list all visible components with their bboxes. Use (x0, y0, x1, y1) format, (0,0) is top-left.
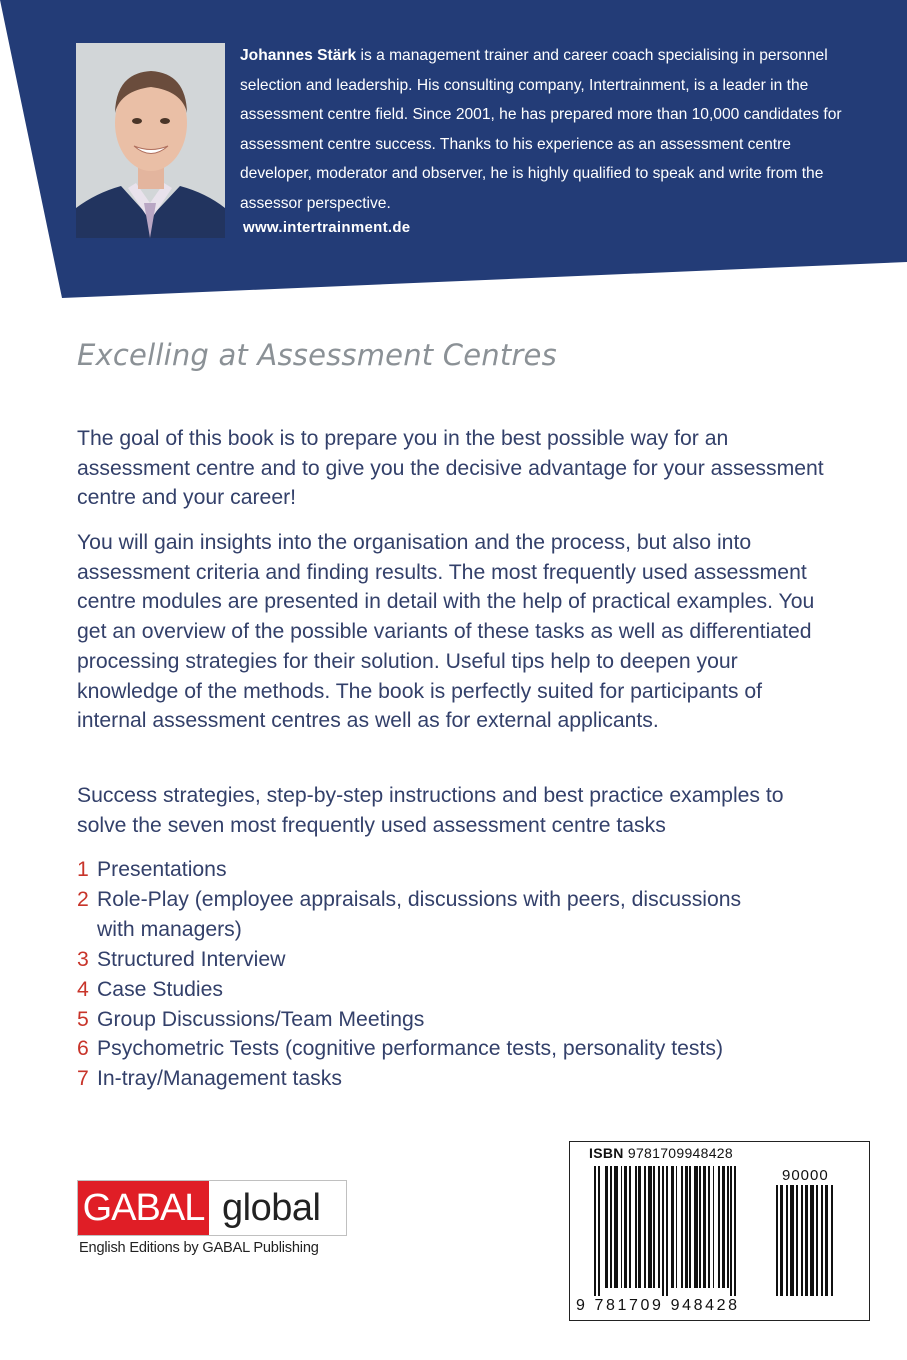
list-item-number: 7 (77, 1067, 89, 1091)
intro-paragraph-3: Success strategies, step-by-step instructions and best practice examples to solve the seven most frequently used assessment centre tasks (77, 784, 784, 837)
author-bio (240, 41, 860, 219)
logo-frame (77, 1180, 347, 1236)
list-item-number: 4 (77, 977, 89, 1001)
author-name: Johannes Stärk (240, 47, 357, 64)
barcode-bars (594, 1166, 764, 1296)
list-item-text: Structured Interview (97, 947, 286, 971)
list-item-text: In-tray/Management tasks (97, 1067, 342, 1091)
list-item-text: Role-Play (employee appraisals, discussions with peers, discussions with managers) (97, 887, 742, 941)
barcode-addon-bars (776, 1185, 856, 1296)
author-bio-text: is a management trainer and career coach specialising in personnel selection and leadership. His consulting company, Intertrainment, is a leader in the assessment centre field. Since 2001, he has prepared more than 10,000 candidates for assessment centre success. Thanks to his experience as an assessment centre developer, moderator and observer, he is highly qualified to speak and write from the assessor perspective. (240, 47, 842, 212)
publisher-tagline: English Editions by GABAL Publishing (79, 1240, 319, 1256)
list-item (77, 975, 777, 1005)
list-item-text: Psychometric Tests (cognitive performance tests, personality tests) (97, 1037, 724, 1061)
author-website[interactable]: www.intertrainment.de (243, 219, 411, 236)
intro-paragraph-2: You will gain insights into the organisation and the process, but also into assessment criteria and finding results. The most frequently used assessment centre modules are presented in detail with the help of practical examples. You get an overview of the possible variants of these tasks as well as differentiated processing strategies for their solution. Useful tips help to deepen your knowledge of the methods. The book is perfectly suited for participants of internal assessment centres as well as for external applicants. (77, 531, 815, 733)
list-item (77, 855, 777, 885)
author-banner (0, 0, 907, 298)
list-item (77, 885, 777, 945)
logo-gabal: GABAL (78, 1181, 209, 1235)
list-item-number: 1 (77, 858, 89, 881)
intro-paragraph-1: The goal of this book is to prepare you in the best possible way for an assessment centre and to give you the decisive advantage for your assessment centre and your career! (77, 427, 824, 510)
list-item-number: 5 (77, 1007, 89, 1031)
list-item (77, 1064, 777, 1094)
price-code: 90000 (782, 1167, 829, 1184)
list-item-text: Case Studies (97, 977, 224, 1001)
list-item-number: 2 (77, 887, 89, 911)
author-photo (76, 43, 225, 238)
barcode (569, 1141, 870, 1321)
publisher-logo (77, 1180, 349, 1265)
isbn-number: 9781709948428 (627, 1145, 733, 1161)
isbn-prefix: ISBN (589, 1145, 624, 1161)
list-item-number: 3 (77, 947, 89, 971)
list-item (77, 1005, 777, 1035)
list-item (77, 945, 777, 975)
list-item-text: Group Discussions/Team Meetings (97, 1007, 425, 1031)
logo-global: global (222, 1187, 321, 1229)
task-list (77, 855, 777, 1094)
isbn-label (589, 1145, 733, 1161)
ean-digits: 9 781709 948428 (576, 1297, 740, 1314)
list-item-text: Presentations (97, 858, 227, 881)
list-item (77, 1034, 777, 1064)
book-title: Excelling at Assessment Centres (77, 338, 557, 372)
list-item-number: 6 (77, 1037, 89, 1061)
